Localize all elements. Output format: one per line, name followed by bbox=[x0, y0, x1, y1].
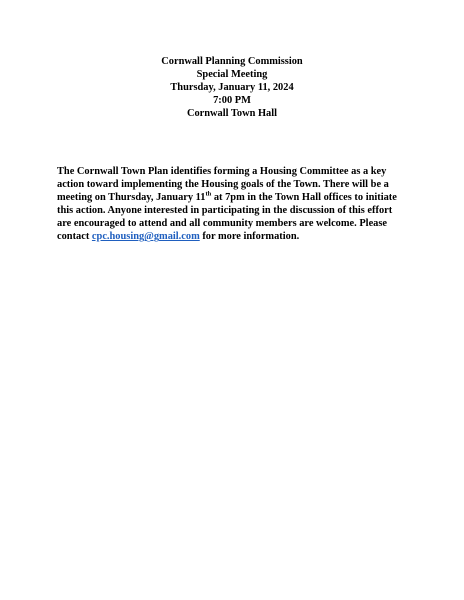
organization-name: Cornwall Planning Commission bbox=[161, 56, 303, 67]
meeting-type: Special Meeting bbox=[196, 69, 268, 80]
contact-email-link[interactable]: cpc.housing@gmail.com bbox=[91, 231, 200, 243]
meeting-header bbox=[0, 55, 464, 120]
date-ordinal-suffix: th bbox=[205, 190, 212, 198]
meeting-location: Cornwall Town Hall bbox=[186, 108, 278, 119]
meeting-time: 7:00 PM bbox=[213, 95, 251, 106]
meeting-date: Thursday, January 11, 2024 bbox=[170, 82, 294, 93]
announcement-paragraph bbox=[57, 165, 407, 243]
announcement-text-part1: The Cornwall Town Plan identifies forming a Housing Committee as a key action toward implementing the Housing goals of the Town. There will be a meeting on Thursday, January 11 bbox=[57, 166, 389, 204]
announcement-text-part3: for more information. bbox=[199, 231, 300, 243]
announcement-text-part2: at 7pm in the Town Hall offices to initiate this action. Anyone interested in participating in the discussion of this effort are encouraged to attend and all community members are welcome. Please contact bbox=[57, 192, 397, 243]
